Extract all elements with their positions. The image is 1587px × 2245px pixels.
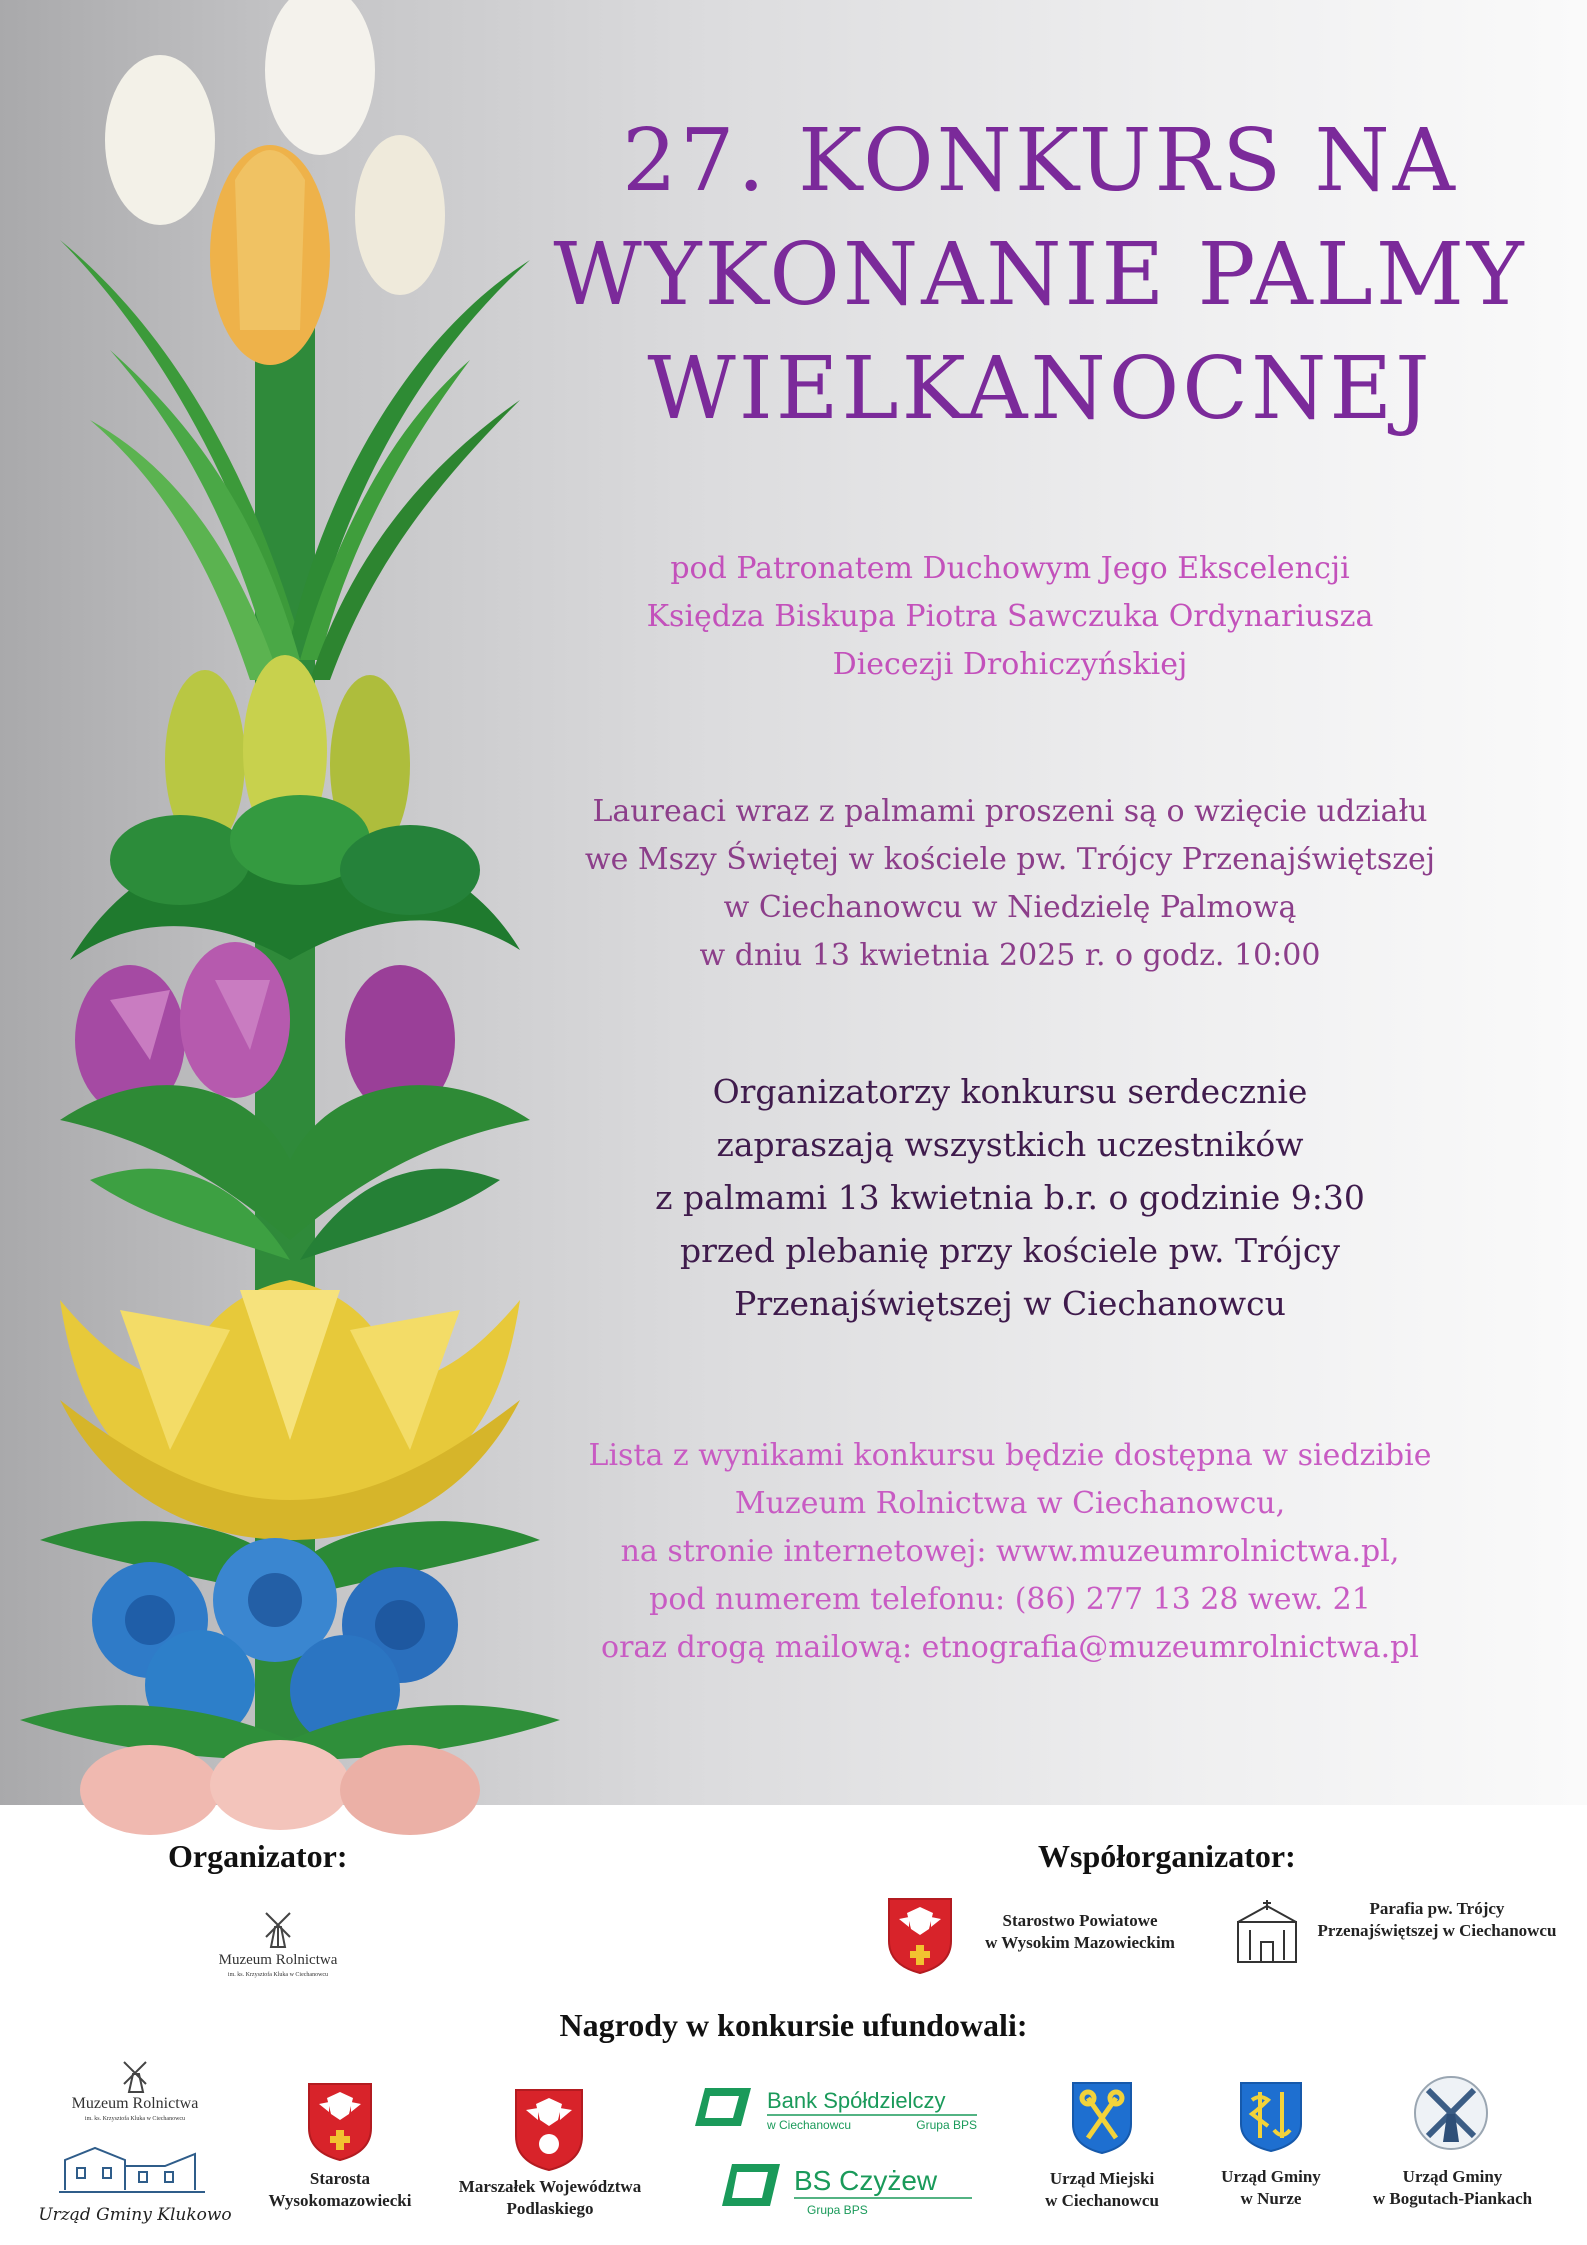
boguty-line: w Bogutach-Piankach [1372, 2189, 1533, 2208]
patronage-line: Księdza Biskupa Piotra Sawczuka Ordynariusza [646, 599, 1374, 634]
patronage-line: Diecezji Drohiczyńskiej [832, 647, 1188, 682]
parafia-line: Przenajświętszej w Ciechanowcu [1317, 1921, 1557, 1940]
klukowo-logo [38, 2140, 232, 2232]
windmill-icon [124, 2062, 146, 2092]
nur-line: w Nurze [1240, 2189, 1302, 2208]
results-line: Muzeum Rolnictwa w Ciechanowcu, [734, 1486, 1286, 1521]
easter-palm-illustration [0, 0, 560, 1805]
invitation-line: przed plebanię przy kościele pw. Trójcy [679, 1231, 1341, 1270]
ciechanowiec-crest-icon [1070, 2080, 1134, 2156]
coorganizer-heading: Współorganizator: [1038, 1838, 1296, 1874]
results-info-text [560, 1432, 1460, 1672]
starostwo-line: w Wysokim Mazowieckim [985, 1933, 1175, 1952]
bank-name: Bank Spółdzielczy [767, 2088, 946, 2113]
nur-line: Urząd Gminy [1221, 2167, 1321, 2186]
laureates-line: w Ciechanowcu w Niedzielę Palmową [723, 890, 1297, 925]
website-link[interactable]: na stronie internetowej: www.muzeumrolnictwa.pl, [620, 1534, 1400, 1569]
boguty-caption [1360, 2166, 1545, 2210]
urzad-miejski-line: w Ciechanowcu [1045, 2191, 1159, 2210]
laureates-line: w dniu 13 kwietnia 2025 r. o godz. 10:00 [699, 938, 1321, 973]
bank-name: BS Czyżew [794, 2165, 938, 2196]
email-link[interactable]: oraz drogą mailową: etnografia@muzeumrolnictwa.pl [601, 1630, 1419, 1665]
patronage-line: pod Patronatem Duchowym Jego Ekscelencji [670, 551, 1350, 586]
bank-group: Grupa BPS [916, 2118, 977, 2132]
powiat-wysokomazowiecki-crest-icon [885, 1895, 955, 1975]
title-line-1: 27. KONKURS NA [622, 111, 1458, 211]
invitation-line: zapraszają wszystkich uczestników [716, 1125, 1304, 1164]
starosta-line: Starosta [309, 2169, 371, 2188]
invitation-line: Przenajświętszej w Ciechanowcu [734, 1284, 1286, 1323]
bank-group: Grupa BPS [807, 2203, 868, 2217]
urzad-miejski-line: Urząd Miejski [1049, 2169, 1155, 2188]
marszalek-line: Marszałek Województwa [458, 2177, 642, 2196]
marszalek-caption [440, 2176, 660, 2220]
nur-caption [1196, 2166, 1346, 2210]
parafia-caption [1292, 1898, 1582, 1942]
parafia-line: Parafia pw. Trójcy [1369, 1899, 1505, 1918]
starostwo-caption [965, 1910, 1195, 1954]
phone-line: pod numerem telefonu: (86) 277 13 28 wew. 21 [649, 1582, 1371, 1617]
podlaskie-crest-icon [512, 2086, 586, 2174]
klukowo-script: Urząd Gminy Klukowo [38, 2205, 232, 2225]
starostwo-line: Starostwo Powiatowe [1002, 1911, 1158, 1930]
marszalek-line: Podlaskiego [506, 2199, 594, 2218]
starosta-line: Wysokomazowiecki [268, 2191, 412, 2210]
invitation-line: Organizatorzy konkursu serdecznie [712, 1072, 1308, 1111]
bs-czyzew-logo [722, 2160, 977, 2220]
urzad-miejski-caption [1022, 2168, 1182, 2212]
windmill-logo-icon [1410, 2072, 1492, 2154]
windmill-icon [266, 1913, 290, 1947]
patronage-text [560, 545, 1460, 689]
laureates-line: Laureaci wraz z palmami proszeni są o wzięcie udziału [592, 794, 1428, 829]
prize-sponsors-heading: Nagrody w konkursie ufundowali: [559, 2007, 1028, 2043]
museum-logo-sponsor [40, 2058, 230, 2124]
invitation-text [560, 1065, 1460, 1330]
museum-name: Muzeum Rolnictwa [218, 1952, 338, 1968]
starosta-crest-icon [305, 2080, 375, 2164]
title-line-2: WYKONANIE PALMY [553, 225, 1527, 325]
invitation-line: z palmami 13 kwietnia b.r. o godzinie 9:30 [655, 1178, 1365, 1217]
museum-subtitle: im. ks. Krzysztofa Kluka w Ciechanowcu [84, 2116, 186, 2122]
starosta-caption [250, 2168, 430, 2212]
bank-city: w Ciechanowcu [767, 2118, 852, 2132]
boguty-line: Urząd Gminy [1402, 2167, 1503, 2186]
museum-name: Muzeum Rolnictwa [71, 2095, 199, 2112]
organizer-heading: Organizator: [168, 1838, 348, 1874]
laureates-line: we Mszy Świętej w kościele pw. Trójcy Przenajświętszej [584, 842, 1436, 877]
nur-crest-icon [1238, 2080, 1304, 2154]
museum-logo-organizer [178, 1905, 378, 1985]
results-line: Lista z wynikami konkursu będzie dostępna w siedzibie [588, 1438, 1432, 1473]
museum-subtitle: im. ks. Krzysztofa Kluka w Ciechanowcu [227, 1972, 329, 1978]
title-line-3: WIELKANOCNEJ [647, 339, 1433, 439]
building-icon [59, 2148, 205, 2192]
laureates-text [560, 788, 1460, 980]
bank-spoldzielczy-logo [695, 2082, 980, 2136]
